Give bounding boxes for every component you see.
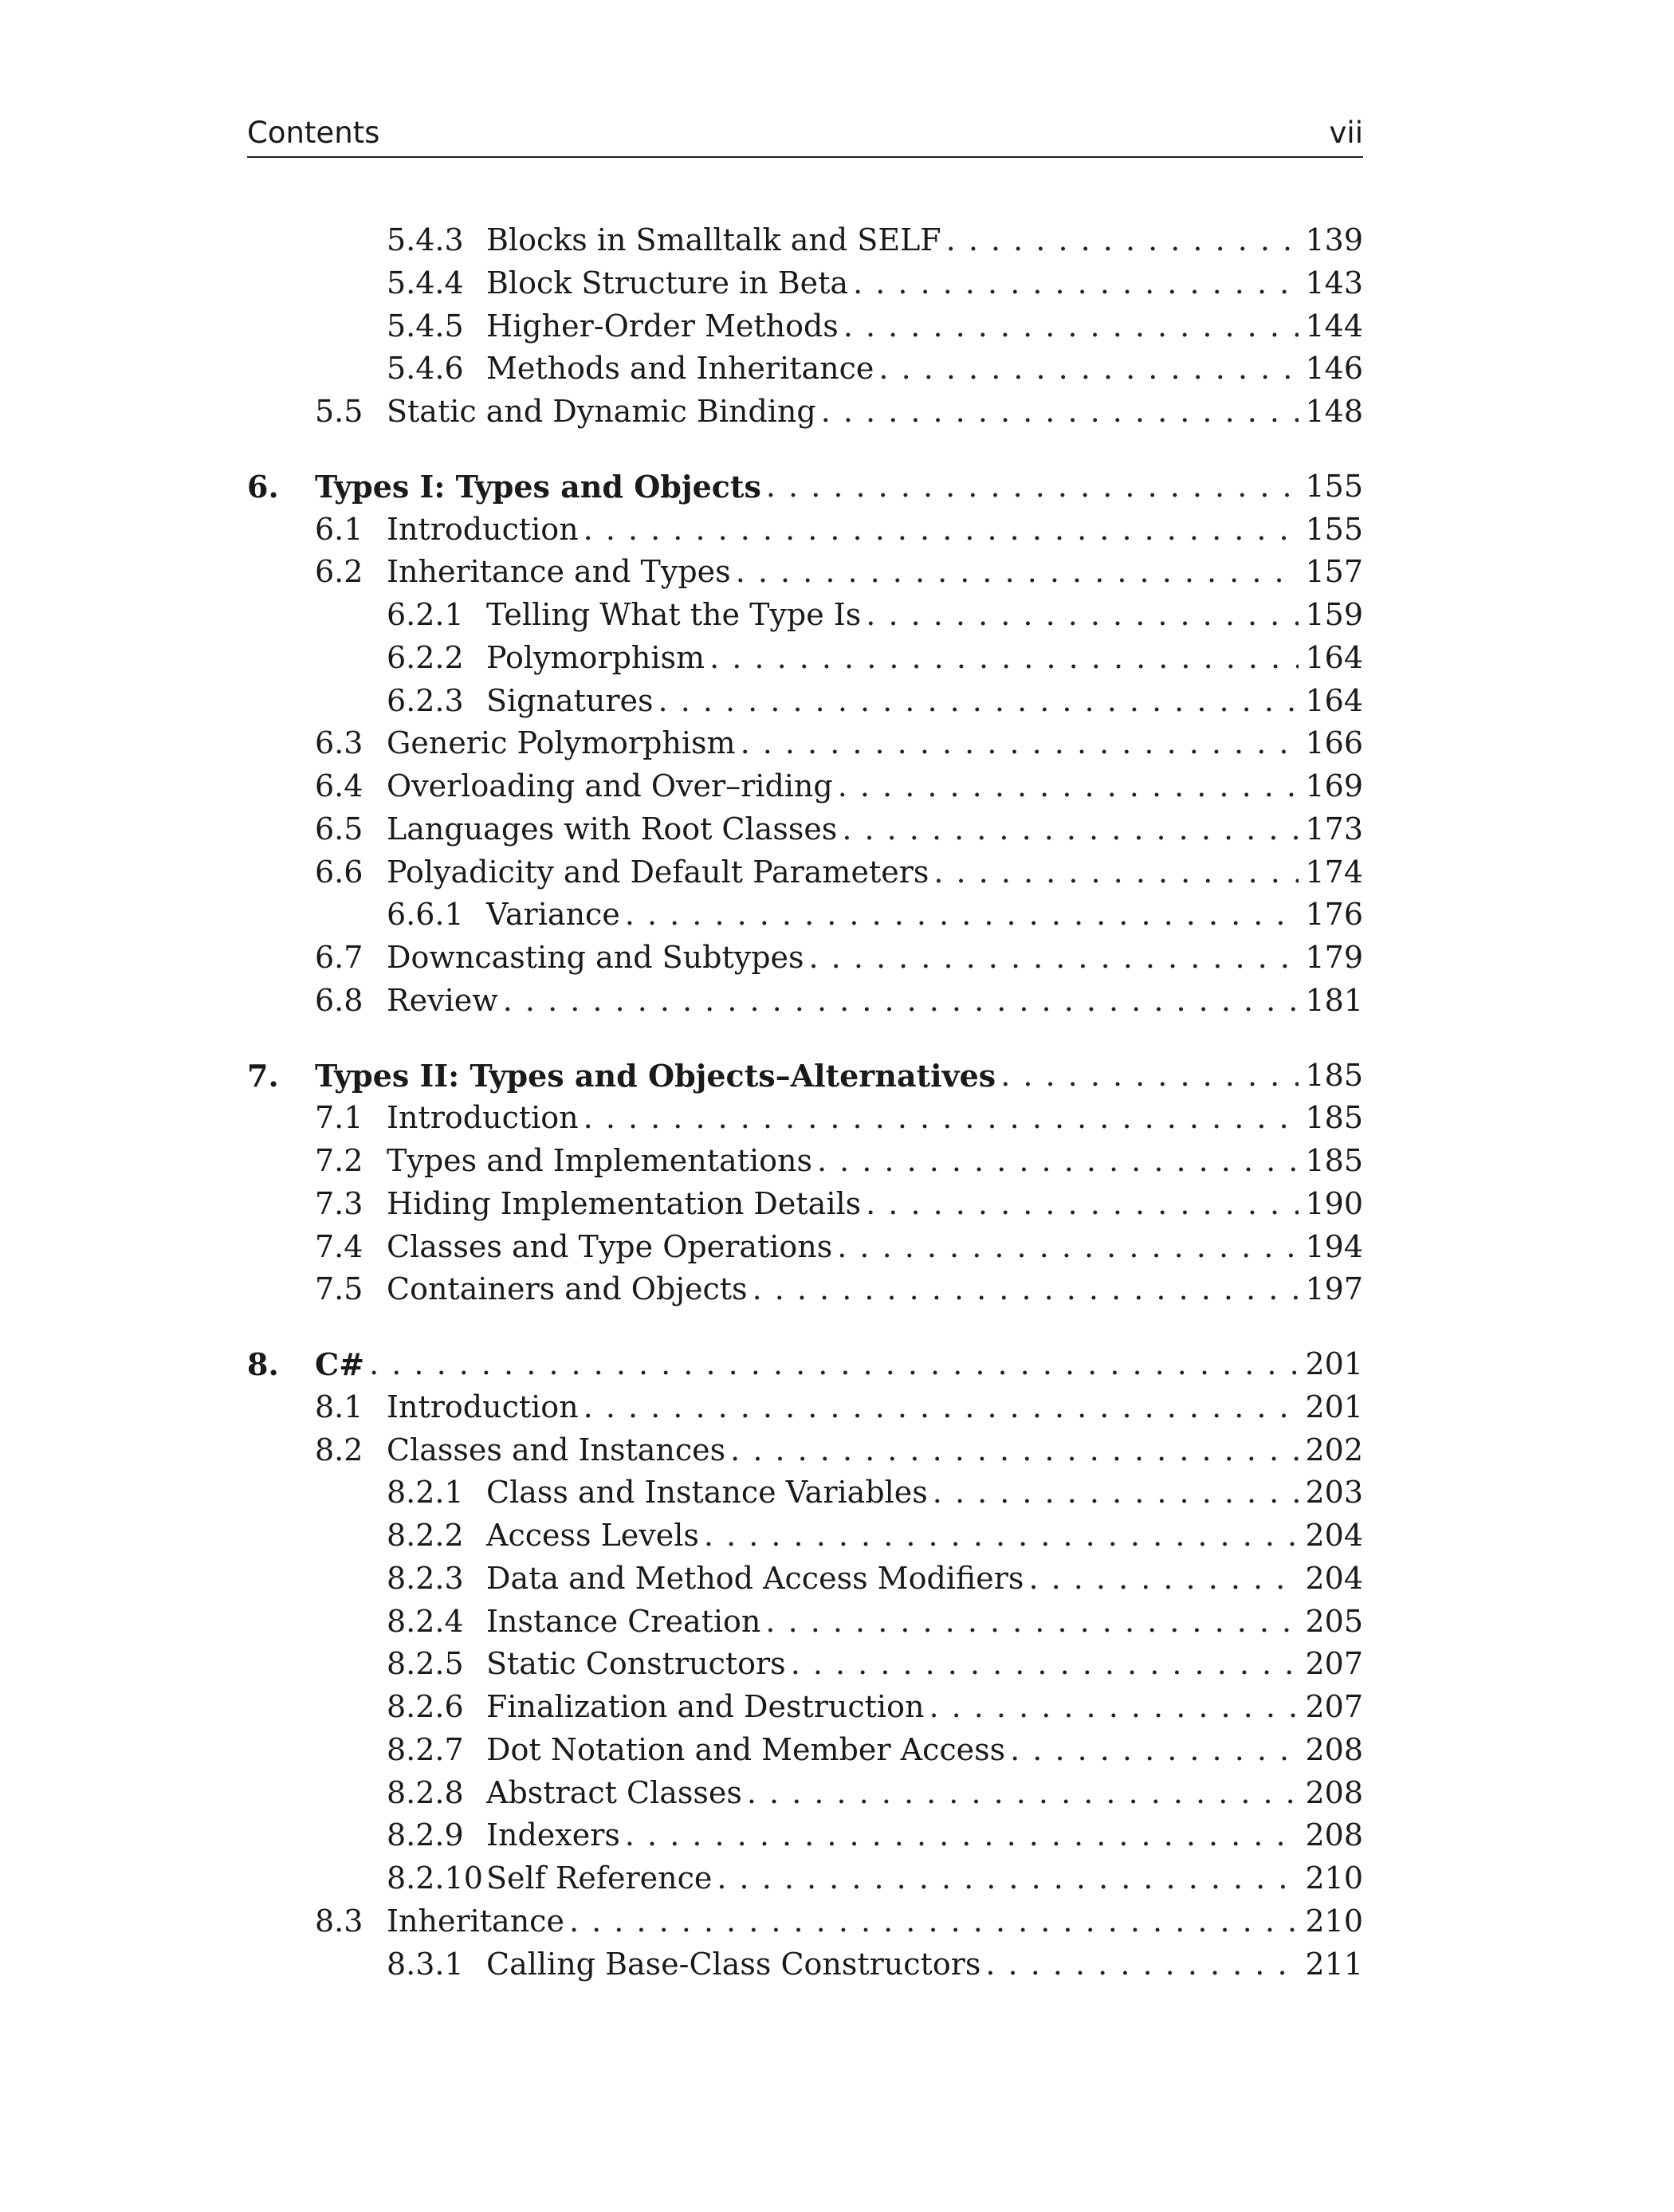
toc-number: 7. (247, 1057, 279, 1094)
dot-leader (985, 1943, 1299, 1986)
toc-chapter[interactable] (247, 1343, 1363, 1386)
toc-entry[interactable] (247, 1471, 1363, 1515)
toc-title: Polyadicity and Default Parameters (387, 851, 933, 894)
toc-title: Types II: Types and Objects–Alternatives (315, 1055, 1000, 1098)
toc-title: Types and Implementations (387, 1140, 817, 1183)
dot-leader (584, 1386, 1299, 1429)
toc-page: 201 (1299, 1386, 1363, 1429)
dot-leader (933, 1471, 1299, 1515)
toc-page: 190 (1299, 1183, 1363, 1226)
toc-page: 139 (1299, 219, 1363, 262)
dot-leader (843, 305, 1299, 348)
dot-leader (1000, 1055, 1299, 1098)
dot-leader (569, 1900, 1299, 1943)
toc-number: 6.6.1 (387, 897, 464, 933)
toc-page: 155 (1299, 509, 1363, 552)
toc-title: Dot Notation and Member Access (486, 1729, 1010, 1772)
toc-number: 7.5 (315, 1271, 363, 1307)
toc-page: 204 (1299, 1558, 1363, 1601)
dot-leader (741, 722, 1299, 765)
toc-page: 164 (1299, 680, 1363, 723)
toc-title: Polymorphism (486, 637, 709, 680)
toc-title: Languages with Root Classes (387, 808, 842, 851)
toc-page: 173 (1299, 808, 1363, 851)
toc-title: Access Levels (486, 1515, 704, 1558)
dot-leader (717, 1857, 1299, 1900)
dot-leader (584, 509, 1299, 552)
dot-leader (625, 894, 1299, 937)
toc-entry[interactable] (247, 594, 1363, 637)
dot-leader (837, 1226, 1299, 1269)
toc-title: Methods and Inheritance (486, 348, 878, 391)
toc-entry[interactable] (247, 680, 1363, 723)
toc-number: 6.1 (315, 511, 363, 547)
toc-number: 6.2.1 (387, 597, 464, 632)
toc-entry[interactable] (247, 1729, 1363, 1772)
toc-title: Higher-Order Methods (486, 305, 843, 348)
toc-entry[interactable] (247, 1857, 1363, 1900)
toc-page: 144 (1299, 305, 1363, 348)
toc-title: Static and Dynamic Binding (387, 391, 821, 434)
toc-number: 6.4 (315, 768, 363, 803)
toc-number: 5.4.6 (387, 351, 464, 387)
toc-number: 8.3 (315, 1903, 363, 1939)
toc-page: 203 (1299, 1471, 1363, 1515)
toc-entry[interactable] (247, 1268, 1363, 1311)
toc-title: Generic Polymorphism (387, 722, 741, 765)
toc-entry[interactable] (247, 808, 1363, 851)
toc-entry[interactable] (247, 1772, 1363, 1815)
toc-title: Inheritance and Types (387, 551, 736, 594)
toc-number: 7.3 (315, 1185, 363, 1221)
toc-number: 8.2.2 (387, 1518, 464, 1553)
toc-title: Abstract Classes (486, 1772, 747, 1815)
toc-entry[interactable] (247, 1097, 1363, 1140)
toc-title: C# (315, 1343, 369, 1386)
toc-page: 202 (1299, 1429, 1363, 1472)
running-header (247, 112, 1363, 158)
toc-number: 6.6 (315, 854, 363, 890)
toc-chapter[interactable] (247, 1055, 1363, 1098)
toc-number: 7.2 (315, 1143, 363, 1178)
dot-leader (765, 1601, 1299, 1644)
toc-page: 148 (1299, 391, 1363, 434)
toc-page: 210 (1299, 1857, 1363, 1900)
toc-page: 208 (1299, 1814, 1363, 1857)
toc-title: Class and Instance Variables (486, 1471, 933, 1515)
toc-title: Static Constructors (486, 1643, 791, 1686)
toc-entry[interactable] (247, 637, 1363, 680)
toc-entry[interactable] (247, 1429, 1363, 1472)
toc-number: 7.4 (315, 1228, 363, 1264)
toc-page: 159 (1299, 594, 1363, 637)
toc-page: 185 (1299, 1097, 1363, 1140)
toc-number: 6.2 (315, 554, 363, 590)
toc-page: 211 (1299, 1943, 1363, 1986)
dot-leader (730, 1429, 1299, 1472)
toc-title: Self Reference (486, 1857, 717, 1900)
toc-page: 181 (1299, 980, 1363, 1023)
toc-title: Downcasting and Subtypes (387, 937, 809, 980)
toc-page: 201 (1299, 1343, 1363, 1386)
toc-page: 179 (1299, 937, 1363, 980)
toc-page: 208 (1299, 1729, 1363, 1772)
toc-title: Telling What the Type Is (486, 594, 866, 637)
dot-leader (625, 1814, 1299, 1857)
toc-entry[interactable] (247, 391, 1363, 434)
header-section-title: Contents (247, 116, 380, 150)
toc-page: 207 (1299, 1643, 1363, 1686)
toc-entry[interactable] (247, 722, 1363, 765)
dot-leader (1010, 1729, 1299, 1772)
dot-leader (946, 219, 1299, 262)
toc-number: 8.2.10 (387, 1860, 483, 1896)
toc-number: 8.2.6 (387, 1689, 464, 1724)
toc-entry[interactable] (247, 937, 1363, 980)
toc-title: Block Structure in Beta (486, 262, 853, 305)
toc-entry[interactable] (247, 1814, 1363, 1857)
toc-number: 8.3.1 (387, 1946, 464, 1982)
dot-leader (658, 680, 1299, 723)
toc-number: 8. (247, 1346, 279, 1382)
toc-page: 194 (1299, 1226, 1363, 1269)
dot-leader (821, 391, 1299, 434)
toc-page: 174 (1299, 851, 1363, 894)
toc-number: 8.2.1 (387, 1475, 464, 1511)
toc-title: Introduction (387, 509, 584, 552)
dot-leader (766, 466, 1299, 509)
toc-title: Instance Creation (486, 1601, 765, 1644)
toc-entry[interactable] (247, 1226, 1363, 1269)
toc-page: 146 (1299, 348, 1363, 391)
toc-page: 208 (1299, 1772, 1363, 1815)
toc-number: 6. (247, 468, 279, 505)
toc-entry[interactable] (247, 551, 1363, 594)
toc-title: Variance (486, 894, 625, 937)
toc-entry[interactable] (247, 509, 1363, 552)
dot-leader (503, 980, 1299, 1023)
toc-page: 169 (1299, 765, 1363, 808)
toc-title: Introduction (387, 1097, 584, 1140)
dot-leader (791, 1643, 1299, 1686)
dot-leader (838, 765, 1299, 808)
toc-entry[interactable] (247, 348, 1363, 391)
toc-entry[interactable] (247, 305, 1363, 348)
dot-leader (866, 1183, 1299, 1226)
dot-leader (584, 1097, 1299, 1140)
toc-number: 5.4.5 (387, 308, 464, 344)
toc-title: Types I: Types and Objects (315, 466, 766, 509)
toc-entry[interactable] (247, 1643, 1363, 1686)
dot-leader (736, 551, 1299, 594)
toc-page: 185 (1299, 1055, 1363, 1098)
dot-leader (369, 1343, 1299, 1386)
table-of-contents (247, 219, 1363, 1986)
toc-page: 204 (1299, 1515, 1363, 1558)
toc-number: 6.8 (315, 982, 363, 1018)
toc-chapter[interactable] (247, 466, 1363, 509)
dot-leader (866, 594, 1299, 637)
dot-leader (878, 348, 1299, 391)
toc-entry[interactable] (247, 1943, 1363, 1986)
toc-entry[interactable] (247, 1140, 1363, 1183)
dot-leader (709, 637, 1299, 680)
toc-number: 8.2.4 (387, 1603, 464, 1639)
toc-entry[interactable] (247, 1183, 1363, 1226)
toc-number: 6.5 (315, 811, 363, 847)
toc-page: 166 (1299, 722, 1363, 765)
header-page-number: vii (1329, 116, 1363, 150)
toc-entry[interactable] (247, 1900, 1363, 1943)
toc-page: 164 (1299, 637, 1363, 680)
dot-leader (842, 808, 1299, 851)
toc-page: 185 (1299, 1140, 1363, 1183)
toc-number: 8.2.9 (387, 1817, 464, 1853)
toc-number: 8.2.8 (387, 1774, 464, 1810)
toc-entry[interactable] (247, 1686, 1363, 1729)
toc-title: Blocks in Smalltalk and SELF (486, 219, 946, 262)
toc-title: Introduction (387, 1386, 584, 1429)
toc-page: 143 (1299, 262, 1363, 305)
toc-number: 6.7 (315, 940, 363, 975)
dot-leader (809, 937, 1299, 980)
toc-title: Classes and Type Operations (387, 1226, 837, 1269)
toc-entry[interactable] (247, 1601, 1363, 1644)
toc-number: 8.2.7 (387, 1731, 464, 1767)
toc-title: Hiding Implementation Details (387, 1183, 866, 1226)
toc-number: 5.4.3 (387, 222, 464, 257)
toc-page: 207 (1299, 1686, 1363, 1729)
toc-page: 210 (1299, 1900, 1363, 1943)
dot-leader (747, 1772, 1299, 1815)
toc-entry[interactable] (247, 1386, 1363, 1429)
toc-number: 5.5 (315, 394, 363, 429)
toc-page: 205 (1299, 1601, 1363, 1644)
toc-number: 6.2.2 (387, 639, 464, 675)
toc-page: 176 (1299, 894, 1363, 937)
toc-title: Overloading and Over–riding (387, 765, 838, 808)
toc-number: 6.3 (315, 725, 363, 761)
dot-leader (704, 1515, 1299, 1558)
dot-leader (753, 1268, 1299, 1311)
toc-entry[interactable] (247, 894, 1363, 937)
toc-page: 155 (1299, 466, 1363, 509)
toc-title: Review (387, 980, 503, 1023)
toc-title: Data and Method Access Modifiers (486, 1558, 1028, 1601)
toc-entry[interactable] (247, 219, 1363, 262)
toc-entry[interactable] (247, 1515, 1363, 1558)
toc-page: 157 (1299, 551, 1363, 594)
toc-title: Indexers (486, 1814, 625, 1857)
toc-number: 6.2.3 (387, 682, 464, 718)
toc-title: Classes and Instances (387, 1429, 730, 1472)
toc-title: Finalization and Destruction (486, 1686, 929, 1729)
toc-number: 8.1 (315, 1389, 363, 1424)
toc-entry[interactable] (247, 1558, 1363, 1601)
toc-entry[interactable] (247, 262, 1363, 305)
toc-number: 5.4.4 (387, 265, 464, 301)
toc-title: Containers and Objects (387, 1268, 753, 1311)
dot-leader (1028, 1558, 1299, 1601)
toc-number: 8.2.5 (387, 1646, 464, 1682)
dot-leader (853, 262, 1299, 305)
toc-entry[interactable] (247, 980, 1363, 1023)
dot-leader (817, 1140, 1299, 1183)
toc-number: 8.2 (315, 1432, 363, 1467)
toc-entry[interactable] (247, 851, 1363, 894)
toc-title: Signatures (486, 680, 658, 723)
dot-leader (929, 1686, 1299, 1729)
dot-leader (933, 851, 1299, 894)
toc-number: 8.2.3 (387, 1560, 464, 1596)
toc-number: 7.1 (315, 1100, 363, 1136)
toc-title: Calling Base-Class Constructors (486, 1943, 985, 1986)
toc-entry[interactable] (247, 765, 1363, 808)
toc-page: 197 (1299, 1268, 1363, 1311)
toc-title: Inheritance (387, 1900, 569, 1943)
